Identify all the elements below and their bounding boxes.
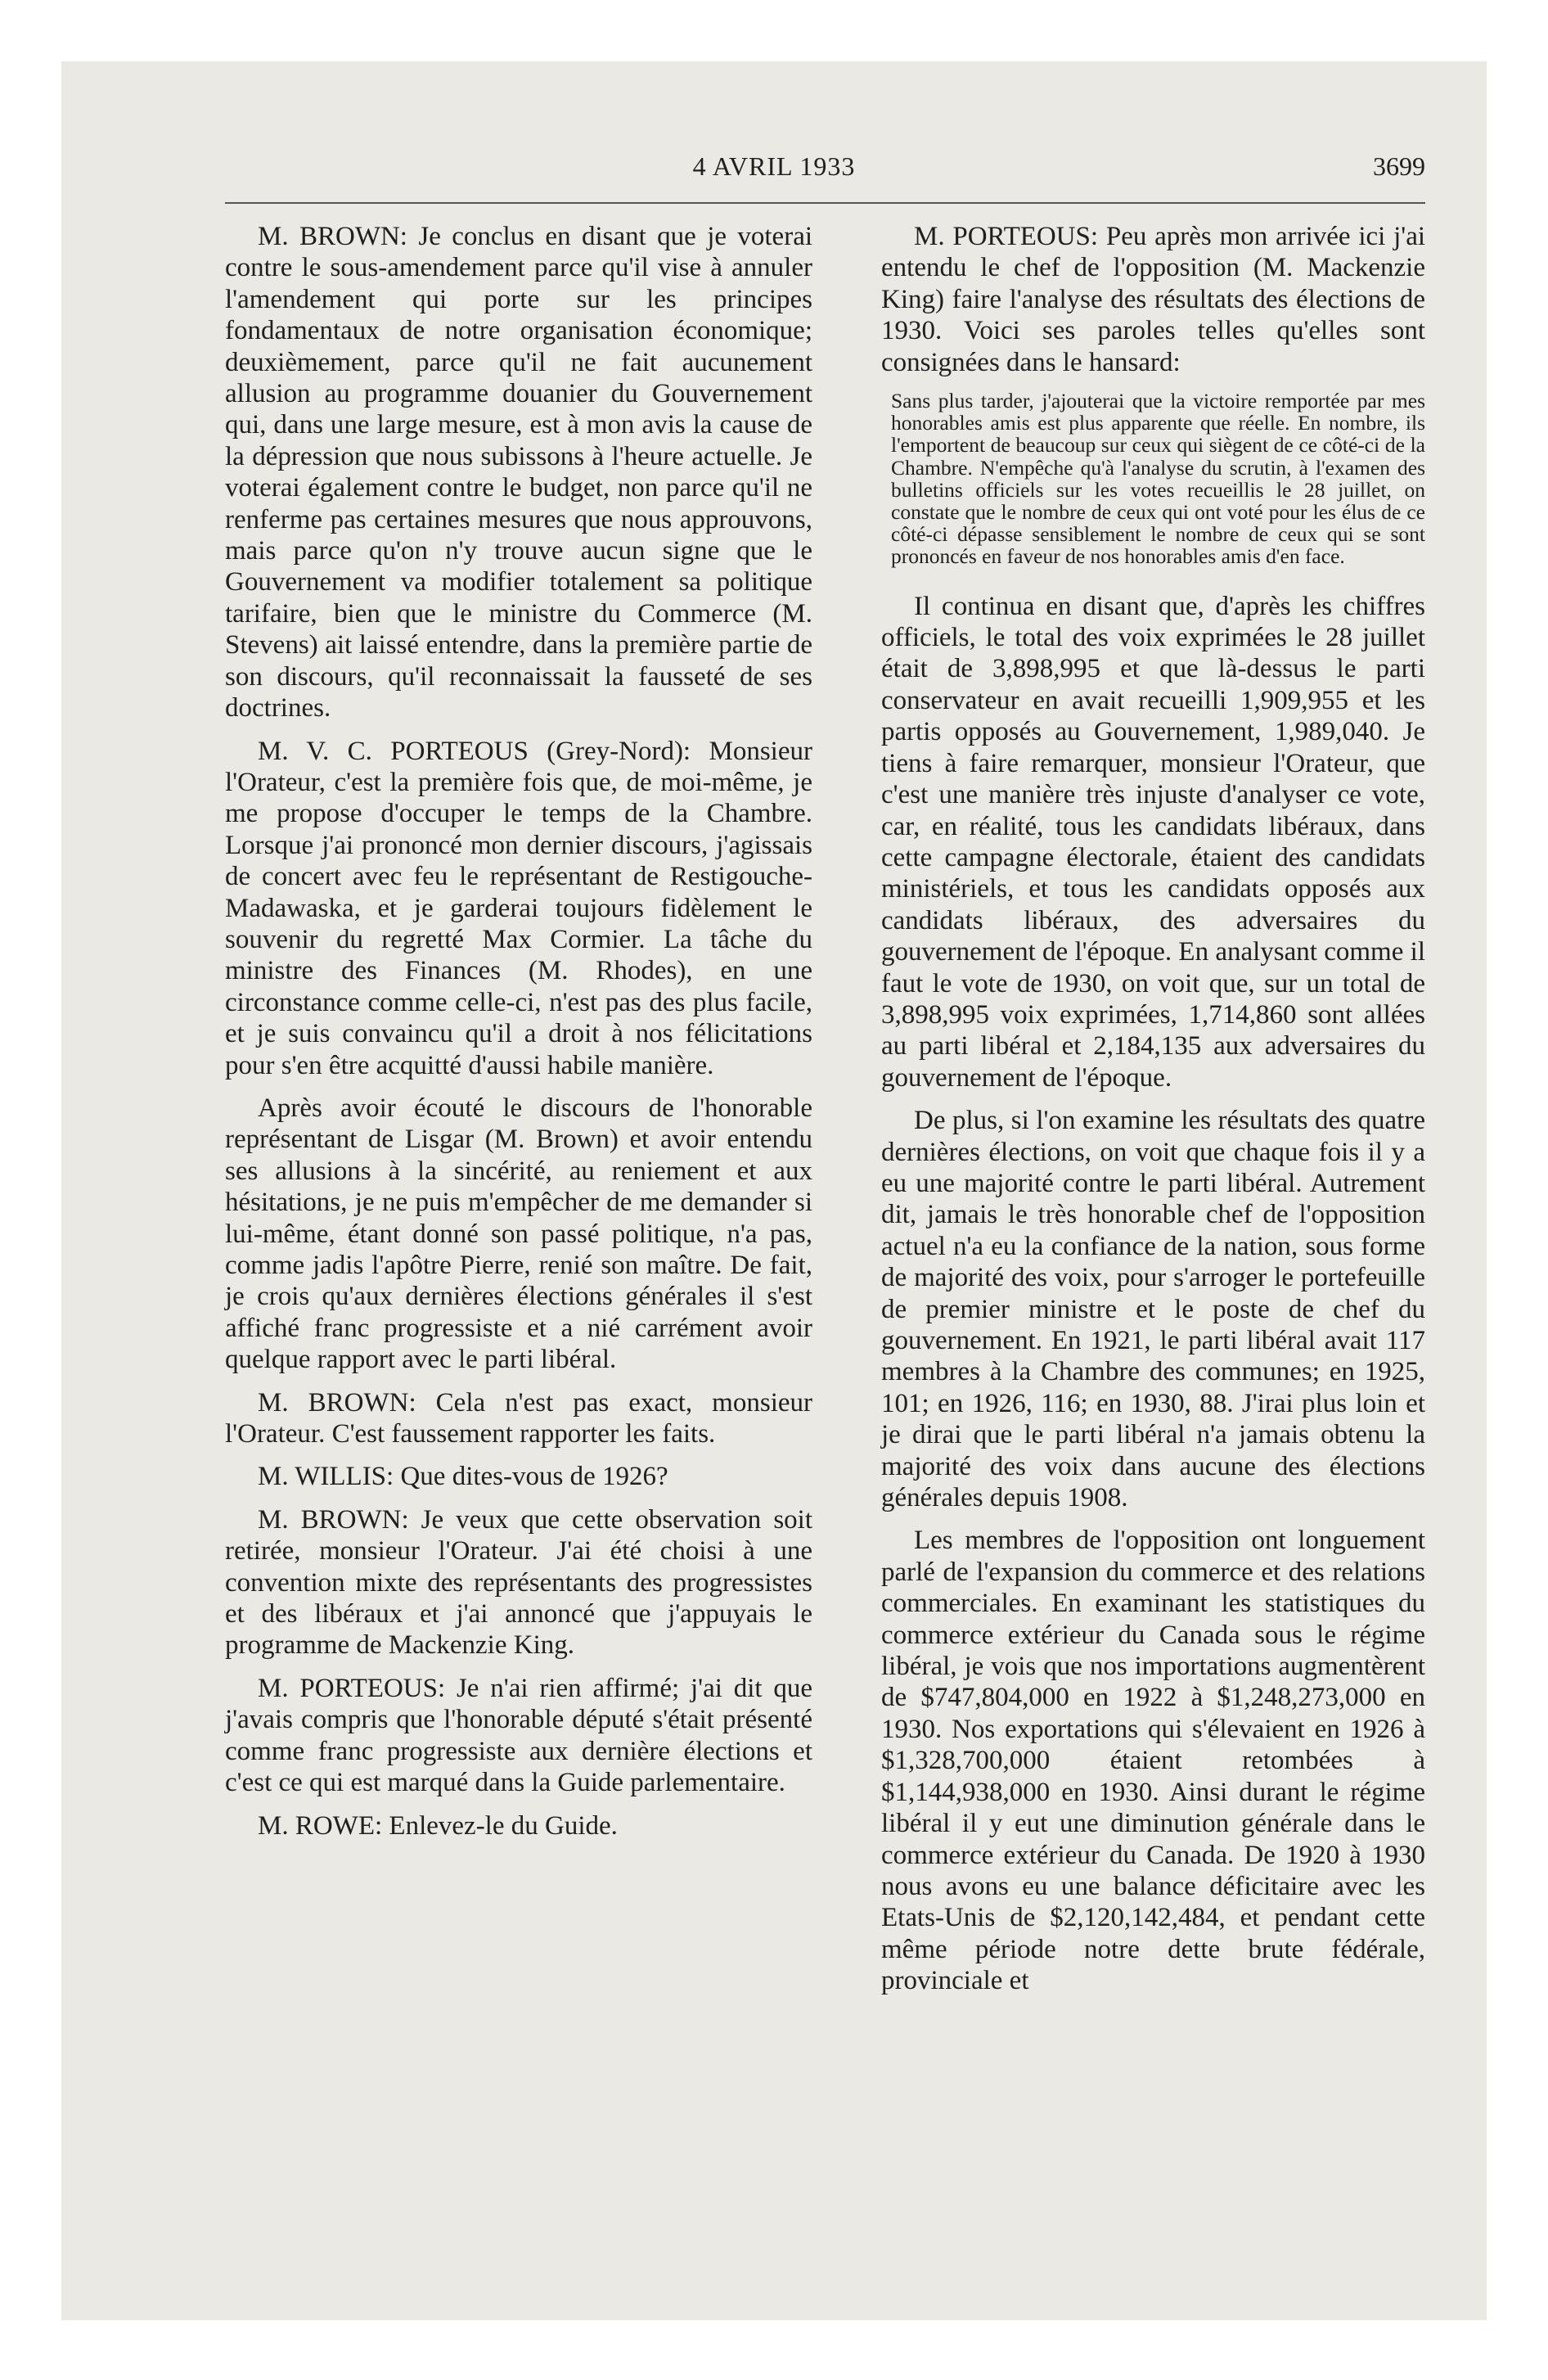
header-page-number: 3699 bbox=[1373, 151, 1425, 181]
paragraph-text: Après avoir écouté le discours de l'honorable représentant de Lisgar (M. Brown) et avoir entendu ses allusions à la sincérité, au reniement et aux hésitations, je ne puis m'empêcher de me demander si lui-même, étant donné son passé politique, n'a pas, comme jadis l'apôtre Pierre, renié son maître. De fait, je crois qu'aux dernières élections générales il s'est affiché franc progressiste et a nié carrément avoir quelque rapport avec le parti libéral. bbox=[225, 1093, 812, 1375]
paragraph bbox=[225, 1504, 812, 1661]
paragraph-text: Je veux que cette observation soit retirée, monsieur l'Orateur. J'ai été choisi à une convention mixte des représentants des progressistes et des libéraux et j'ai annoncé que j'appuyais le programme de Mackenzie King. bbox=[225, 1504, 813, 1661]
paragraph bbox=[225, 1093, 812, 1376]
paragraph-text: Je n'ai rien affirmé; j'ai dit que j'avais compris que l'honorable député s'était présenté comme franc progressiste aux dernière élections et c'est ce qui est marqué dans la Guide parlementaire. bbox=[225, 1673, 813, 1798]
paragraph bbox=[225, 1810, 812, 1841]
page-header bbox=[61, 151, 1487, 184]
document-page bbox=[61, 61, 1487, 2320]
speaker-name: M. BROWN: bbox=[258, 1504, 409, 1535]
paragraph bbox=[881, 591, 1425, 1094]
left-column bbox=[225, 221, 812, 1853]
paragraph bbox=[225, 736, 812, 1081]
paragraph-text: Cela n'est pas exact, monsieur l'Orateur. C'est faussement rapporter les faits. bbox=[225, 1387, 813, 1449]
paragraph-text: De plus, si l'on examine les résultats des quatre dernières élections, on voit que chaque fois il y a eu une majorité contre le parti libéral. Autrement dit, jamais le très honorable chef de l'opposition actuel n'a eu la confiance de la nation, sous forme de majorité des voix, pour s'arroger le portefeuille de premier ministre et le poste de chef du gouvernement. En 1921, le parti libéral avait 117 membres à la Chambre des communes; en 1925, 101; en 1926, 116; en 1930, 88. J'irai plus loin et je dirai que le parti libéral n'a jamais obtenu la majorité des voix dans aucune des élections générales depuis 1908. bbox=[881, 1106, 1425, 1513]
paragraph-text: Peu après mon arrivée ici j'ai entendu le chef de l'opposition (M. Mackenzie King) faire l'analyse des résultats des élections de 1930. Voici ses paroles telles qu'elles sont consignées dans le hansard: bbox=[881, 222, 1426, 377]
paragraph-text: Les membres de l'opposition ont longuement parlé de l'expansion du commerce et des relations commerciales. En examinant les statistiques du commerce extérieur du Canada sous le régime libéral, je vois que nos importations augmentèrent de $747,804,000 en 1922 à $1,248,273,000 en 1930. Nos exportations qui s'élevaient en 1926 à $1,328,700,000 étaient retombées à $1,144,938,000 en 1930. Ainsi durant le régime libéral il y eut une diminution générale dans le commerce extérieur du Canada. De 1920 à 1930 nous avons eu une balance déficitaire avec les Etats-Unis de $2,120,142,484, et pendant cette même période notre dette brute fédérale, provinciale et bbox=[881, 1526, 1425, 1996]
paragraph-text: Enlevez-le du Guide. bbox=[389, 1810, 618, 1841]
speaker-name: M. PORTEOUS: bbox=[258, 1673, 446, 1703]
speaker-name: M. V. C. PORTEOUS (Grey-Nord): bbox=[258, 736, 691, 766]
paragraph-text: Il continua en disant que, d'après les chiffres officiels, le total des voix exprimées le 28 juillet était de 3,898,995 et que là-dessus le parti conservateur en avait recueilli 1,909,955 et les partis opposés au Gouvernement, 1,989,040. Je tiens à faire remarquer, monsieur l'Orateur, que c'est une manière très injuste d'analyser ce vote, car, en réalité, tous les candidats libéraux, dans cette campagne électorale, étaient des candidats ministériels, et tous les candidats opposés aux candidats libéraux, des adversaires du gouvernement de l'époque. En analysant comme il faut le vote de 1930, on voit que, sur un total de 3,898,995 voix exprimées, 1,714,860 sont allées au parti libéral et 2,184,135 aux adversaires du gouvernement de l'époque. bbox=[881, 591, 1425, 1093]
speaker-name: M. ROWE: bbox=[258, 1810, 383, 1841]
paragraph bbox=[225, 1387, 812, 1450]
paragraph bbox=[225, 221, 812, 724]
paragraph bbox=[881, 1525, 1425, 1996]
speaker-name: M. BROWN: bbox=[258, 222, 407, 251]
header-date: 4 AVRIL 1933 bbox=[692, 151, 856, 181]
paragraph bbox=[225, 1461, 812, 1492]
paragraph bbox=[881, 221, 1425, 378]
paragraph bbox=[225, 1673, 812, 1799]
header-rule bbox=[225, 202, 1425, 204]
paragraph-text: Que dites-vous de 1926? bbox=[400, 1462, 668, 1492]
right-column bbox=[881, 221, 1425, 2008]
block-quote: Sans plus tarder, j'ajouterai que la victoire remportée par mes honorables amis est plus apparente que réelle. En nombre, ils l'emportent de beaucoup sur ceux qui siègent de ce côté-ci de la Chambre. N'empêche qu'à l'analyse du scrutin, à l'examen des bulletins officiels sur les votes recueillis le 28 juillet, on constate que le nombre de ceux qui ont voté pour les élus de ce côté-ci dépasse sensiblement le nombre de ceux qui se sont prononcés en faveur de nos honorables amis d'en face. bbox=[891, 389, 1425, 569]
paragraph bbox=[881, 1105, 1425, 1513]
paragraph-text: Monsieur l'Orateur, c'est la première fois que, de moi-même, je me propose d'occuper le temps de la Chambre. Lorsque j'ai prononcé mon dernier discours, j'agissais de concert avec feu le représentant de Restigouche-Madawaska, et je garderai toujours fidèlement le souvenir du regretté Max Cormier. La tâche du ministre des Finances (M. Rhodes), en une circonstance comme celle-ci, n'est pas des plus facile, et je suis convaincu qu'il a droit à nos félicitations pour s'en être acquitté d'aussi habile manière. bbox=[225, 736, 812, 1080]
speaker-name: M. PORTEOUS: bbox=[914, 222, 1099, 251]
speaker-name: M. WILLIS: bbox=[258, 1462, 394, 1492]
speaker-name: M. BROWN: bbox=[258, 1387, 416, 1418]
paragraph-text: Je conclus en disant que je voterai contre le sous-amendement parce qu'il vise à annuler l'amendement qui porte sur les principes fondamentaux de notre organisation économique; deuxièmement, parce qu'il ne fait aucunement allusion au programme douanier du Gouvernement qui, dans une large mesure, est à mon avis la cause de la dépression que nous subissons à l'heure actuelle. Je voterai également contre le budget, non parce qu'il ne renferme pas certaines mesures que nous approuvons, mais parce qu'on n'y trouve aucun signe que le Gouvernement va modifier totalement sa politique tarifaire, bien que le ministre du Commerce (M. Stevens) ait laissé entendre, dans la première partie de son discours, qu'il reconnaissait la fausseté de ses doctrines. bbox=[225, 222, 813, 723]
